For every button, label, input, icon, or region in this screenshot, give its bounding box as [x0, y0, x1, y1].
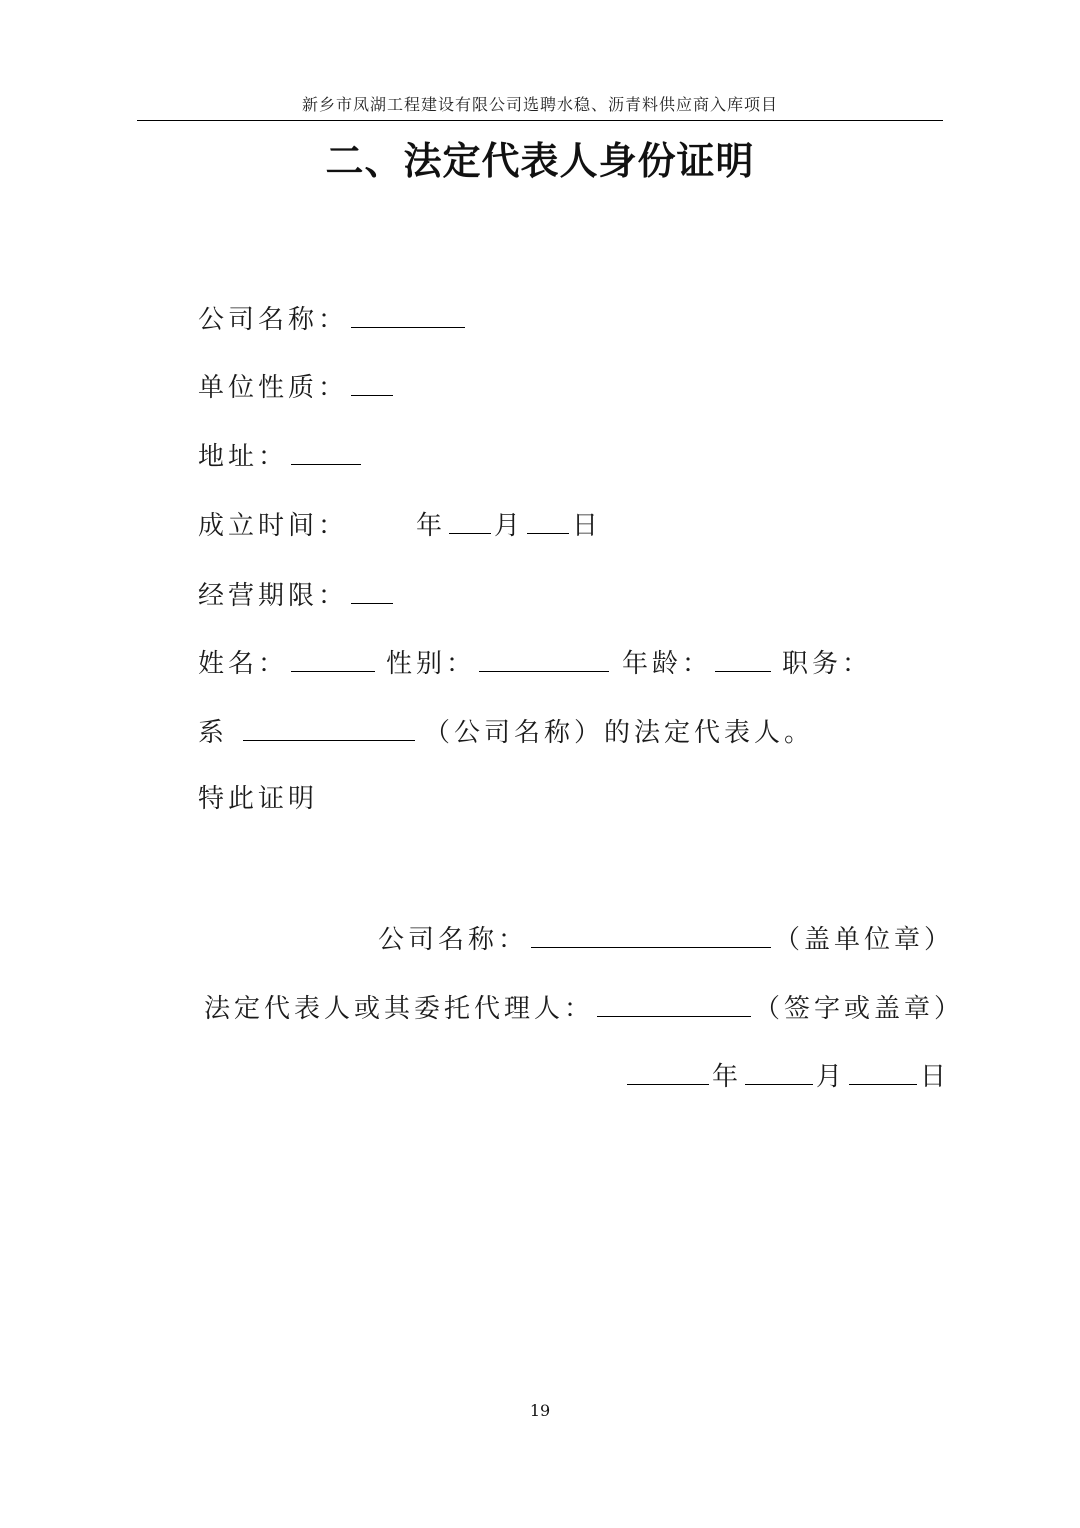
signature-date-row — [624, 1056, 950, 1092]
relation-company-blank — [243, 712, 415, 741]
company-name-label: 公司名称： — [198, 305, 349, 335]
signature-day: 日 — [920, 1062, 951, 1092]
established-day: 日 — [572, 511, 603, 541]
signature-month: 月 — [816, 1062, 847, 1092]
name-blank — [291, 643, 375, 672]
signature-company-blank — [531, 919, 771, 948]
gender-label: 性别： — [386, 649, 477, 679]
signature-year-blank — [627, 1056, 709, 1085]
established-year: 年 — [416, 511, 447, 541]
address-blank — [291, 436, 361, 465]
age-label: 年龄： — [622, 649, 713, 679]
certify-text: 特此证明 — [198, 784, 319, 814]
signature-rep-label: 法定代表人或其委托代理人： — [204, 994, 595, 1024]
unit-nature-row — [198, 367, 396, 403]
name-label: 姓名： — [198, 649, 289, 679]
established-day-blank — [527, 505, 569, 534]
position-label: 职务： — [782, 649, 873, 679]
signature-month-blank — [745, 1056, 813, 1085]
established-month-blank — [449, 505, 491, 534]
gender-blank — [479, 643, 609, 672]
signature-rep-row — [204, 988, 964, 1024]
signature-day-blank — [849, 1056, 917, 1085]
signature-company-stamp: （盖单位章） — [774, 925, 955, 955]
unit-nature-blank — [351, 367, 393, 396]
term-row — [198, 575, 396, 611]
relation-suffix: （公司名称）的法定代表人。 — [424, 718, 815, 748]
relation-prefix: 系 — [198, 718, 229, 748]
signature-company-label: 公司名称： — [378, 925, 529, 955]
page-number: 19 — [529, 1401, 551, 1420]
company-name-blank — [351, 299, 465, 328]
address-row — [198, 436, 364, 472]
established-row — [198, 505, 602, 541]
term-blank — [351, 575, 393, 604]
company-name-row — [198, 299, 468, 335]
term-label: 经营期限： — [198, 581, 349, 611]
signature-rep-stamp: （签字或盖章） — [754, 994, 965, 1024]
signature-year: 年 — [712, 1062, 743, 1092]
established-label: 成立时间： — [198, 511, 349, 541]
age-blank — [715, 643, 771, 672]
page-title: 二、法定代表人身份证明 — [325, 139, 755, 183]
running-header: 新乡市凤湖工程建设有限公司选聘水稳、沥青料供应商入库项目 — [301, 95, 778, 114]
relation-row — [198, 712, 814, 748]
person-row — [198, 643, 872, 679]
established-month: 月 — [494, 511, 525, 541]
signature-rep-blank — [597, 988, 751, 1017]
address-label: 地址： — [198, 442, 289, 472]
unit-nature-label: 单位性质： — [198, 373, 349, 403]
signature-company-row — [378, 919, 954, 955]
certify-row — [198, 781, 318, 817]
header-rule — [137, 120, 943, 121]
